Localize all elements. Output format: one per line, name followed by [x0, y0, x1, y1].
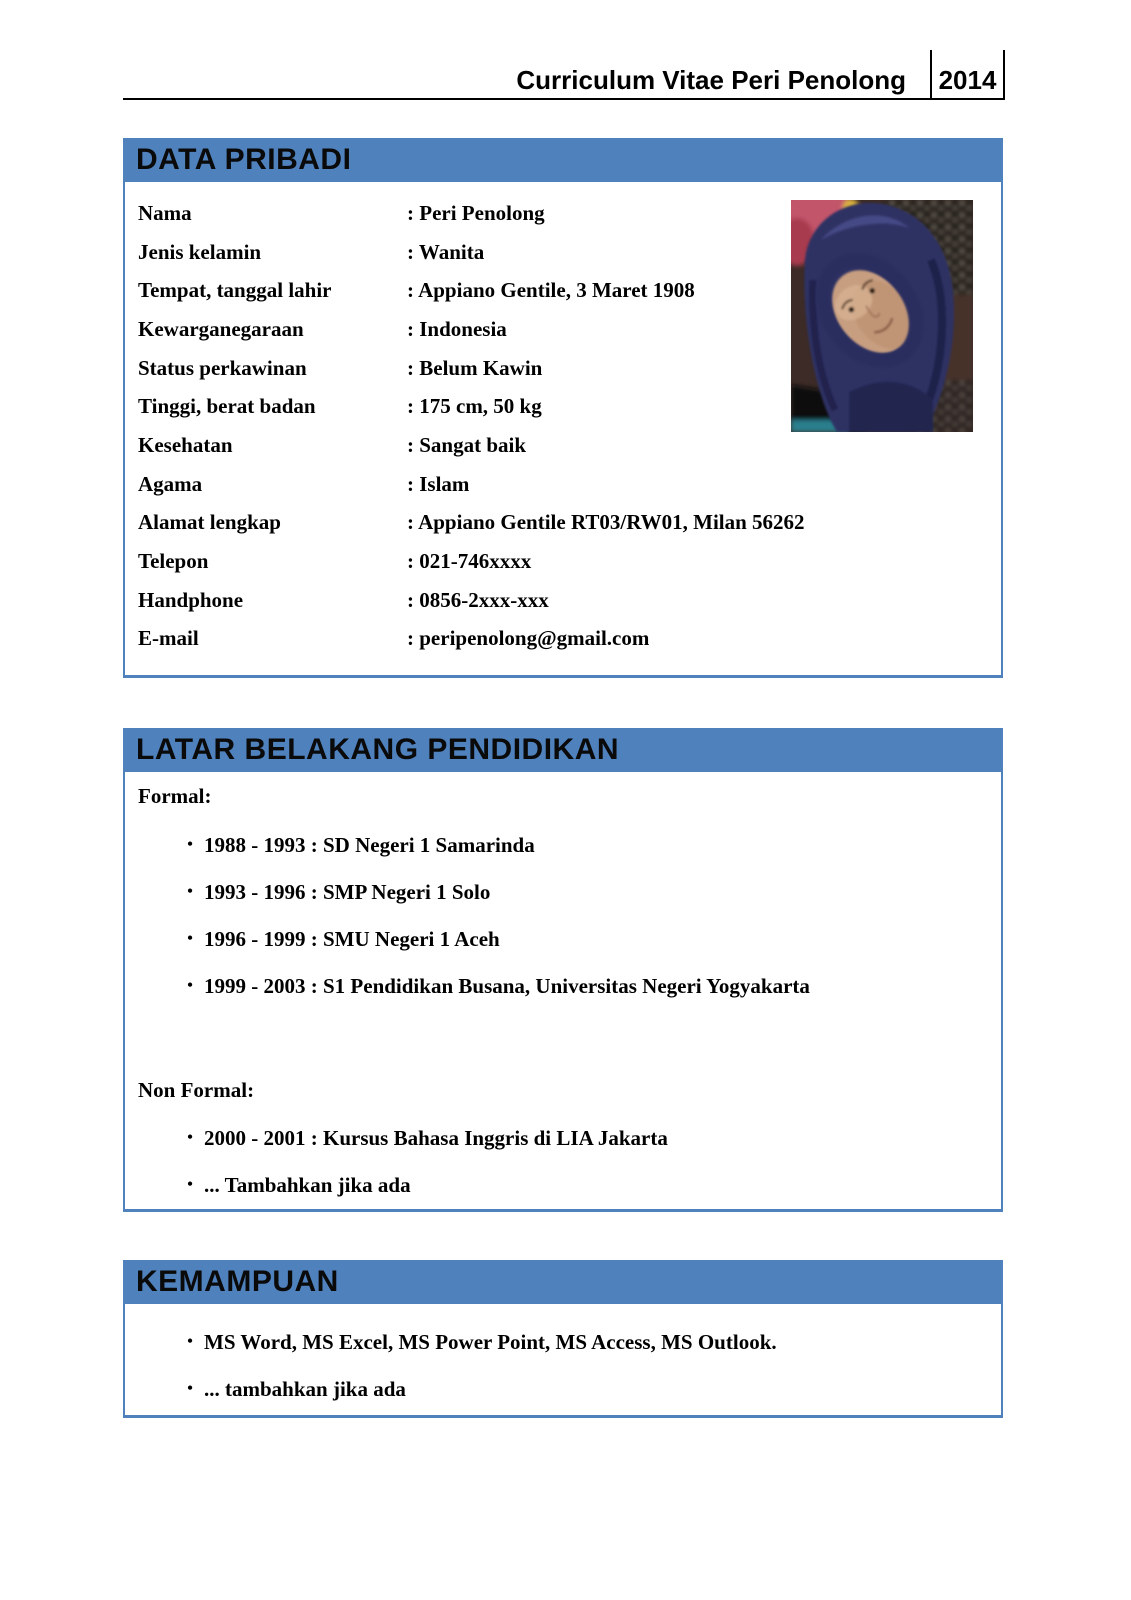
field-label: Jenis kelamin	[138, 239, 262, 264]
field-value: : Wanita	[407, 239, 485, 264]
list-item	[138, 1330, 987, 1354]
personal-row	[138, 620, 987, 659]
list-item-text: 1988 - 1993 : SD Negeri 1 Samarinda	[204, 833, 535, 857]
skills-list	[138, 1330, 987, 1401]
field-label: Telepon	[138, 549, 209, 574]
list-item-text: MS Word, MS Excel, MS Power Point, MS Access, MS Outlook.	[204, 1330, 777, 1354]
field-value: : Appiano Gentile RT03/RW01, Milan 56262	[407, 510, 805, 535]
list-item	[138, 833, 987, 857]
bullet-icon: •	[187, 1380, 193, 1397]
nonformal-label: Non Formal:	[138, 1078, 255, 1102]
list-item	[138, 927, 987, 951]
field-label: Agama	[138, 471, 203, 496]
bullet-icon: •	[187, 836, 193, 853]
bullet-icon: •	[187, 977, 193, 994]
page-header-row	[123, 52, 1005, 100]
field-value: : 175 cm, 50 kg	[407, 394, 542, 419]
personal-row	[138, 581, 987, 620]
document-year: 2014	[930, 50, 1005, 98]
list-item	[138, 974, 987, 998]
profile-photo	[791, 200, 973, 432]
field-value: : Indonesia	[407, 316, 507, 341]
section-data-pribadi	[123, 182, 1003, 678]
bullet-icon: •	[187, 883, 193, 900]
nonformal-education-list	[138, 1126, 987, 1197]
field-label: Alamat lengkap	[138, 510, 281, 535]
list-item-text: ... Tambahkan jika ada	[204, 1173, 411, 1197]
list-item-text: 1996 - 1999 : SMU Negeri 1 Aceh	[204, 927, 500, 951]
list-item-text: 1993 - 1996 : SMP Negeri 1 Solo	[204, 880, 491, 904]
field-value: : Sangat baik	[407, 432, 527, 457]
section-heading-pendidikan: LATAR BELAKANG PENDIDIKAN	[123, 728, 1003, 772]
section-kemampuan	[123, 1304, 1003, 1418]
personal-row	[138, 542, 987, 581]
field-value: : 0856-2xxx-xxx	[407, 587, 549, 612]
bullet-icon: •	[187, 930, 193, 947]
list-item-text: 2000 - 2001 : Kursus Bahasa Inggris di LIA Jakarta	[204, 1126, 668, 1150]
personal-row	[138, 504, 987, 543]
list-item	[138, 1377, 987, 1401]
page-header	[123, 52, 1005, 100]
field-label: Status perkawinan	[138, 355, 307, 380]
field-value: : Appiano Gentile, 3 Maret 1908	[407, 278, 695, 303]
bullet-icon: •	[187, 1333, 193, 1350]
bullet-icon: •	[187, 1129, 193, 1146]
field-value: : Peri Penolong	[407, 200, 545, 225]
field-value: : 021-746xxxx	[407, 549, 532, 574]
field-label: E-mail	[138, 626, 199, 651]
list-item	[138, 1173, 987, 1197]
field-value: : Islam	[407, 471, 470, 496]
list-item-text: ... tambahkan jika ada	[204, 1377, 406, 1401]
list-item	[138, 880, 987, 904]
field-value: : peripenolong@gmail.com	[407, 626, 650, 651]
list-item	[138, 1126, 987, 1150]
field-label: Handphone	[138, 587, 244, 612]
personal-row	[138, 465, 987, 504]
field-value: : Belum Kawin	[407, 355, 543, 380]
field-label: Kewarganegaraan	[138, 316, 304, 341]
field-label: Kesehatan	[138, 432, 233, 457]
field-label: Tinggi, berat badan	[138, 394, 316, 419]
formal-education-list	[138, 833, 987, 998]
list-item-text: 1999 - 2003 : S1 Pendidikan Busana, Universitas Negeri Yogyakarta	[204, 974, 810, 998]
field-label: Nama	[138, 200, 192, 225]
document-title: Curriculum Vitae Peri Penolong	[516, 65, 906, 95]
formal-label: Formal:	[138, 784, 212, 808]
bullet-icon: •	[187, 1176, 193, 1193]
section-pendidikan	[123, 772, 1003, 1212]
section-heading-data-pribadi: DATA PRIBADI	[123, 138, 1003, 182]
field-label: Tempat, tanggal lahir	[138, 278, 332, 303]
section-heading-kemampuan: KEMAMPUAN	[123, 1260, 1003, 1304]
